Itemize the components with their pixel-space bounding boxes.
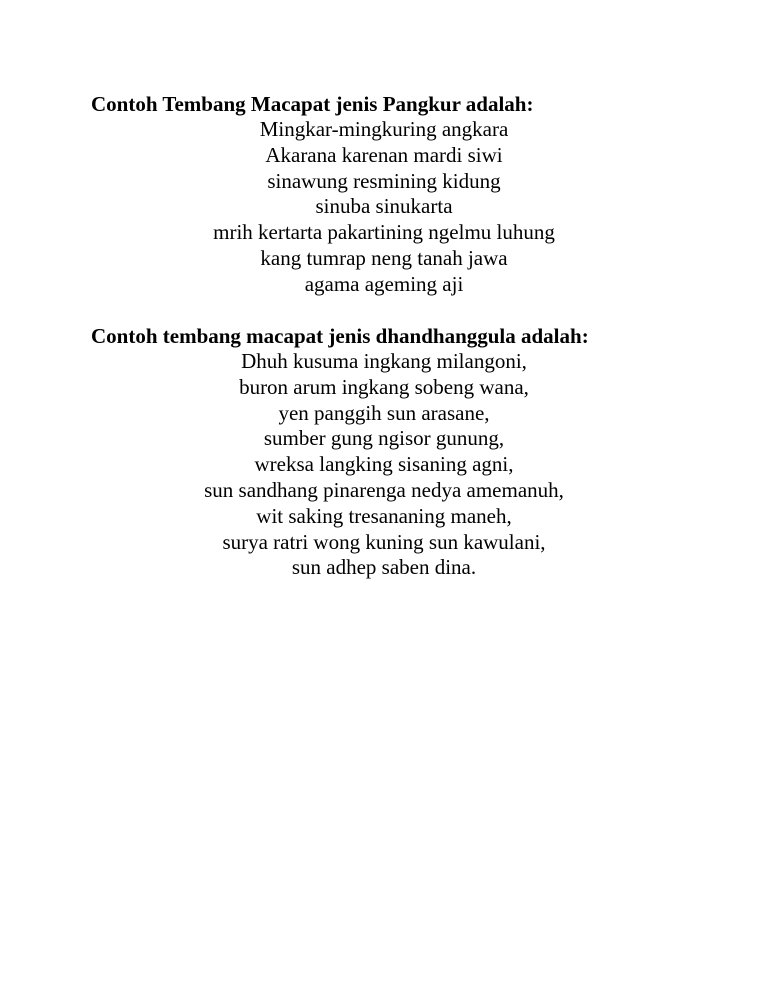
verse-line: surya ratri wong kuning sun kawulani, — [222, 529, 546, 554]
pangkur-section — [0, 91, 768, 298]
section-heading: Contoh tembang macapat jenis dhandhanggula adalah: — [91, 324, 589, 348]
verse-lines — [0, 117, 768, 298]
verse-lines — [0, 349, 768, 581]
verse-line: sinawung resmining kidung — [267, 168, 501, 193]
verse-line: yen panggih sun arasane, — [278, 400, 490, 425]
verse-line: sun sandhang pinarenga nedya amemanuh, — [204, 477, 564, 502]
verse-line: wit saking tresananing maneh, — [256, 503, 512, 528]
verse-line: Dhuh kusuma ingkang milangoni, — [241, 349, 527, 373]
verse-line: mrih kertarta pakartining ngelmu luhung — [213, 220, 555, 245]
verse-line: Mingkar-mingkuring angkara — [259, 117, 509, 141]
verse-line: sumber gung ngisor gunung, — [263, 426, 505, 451]
dhandhanggula-section — [0, 323, 768, 581]
verse-line: sun adhep saben dina. — [291, 555, 477, 580]
verse-line: wreksa langking sisaning agni, — [254, 452, 514, 477]
section-heading: Contoh Tembang Macapat jenis Pangkur adalah: — [91, 92, 534, 116]
verse-line: Akarana karenan mardi siwi — [265, 142, 503, 167]
verse-line: agama ageming aji — [304, 271, 464, 296]
verse-line: buron arum ingkang sobeng wana, — [239, 374, 529, 399]
verse-line: kang tumrap neng tanah jawa — [260, 245, 508, 270]
verse-line: sinuba sinukarta — [315, 194, 453, 219]
